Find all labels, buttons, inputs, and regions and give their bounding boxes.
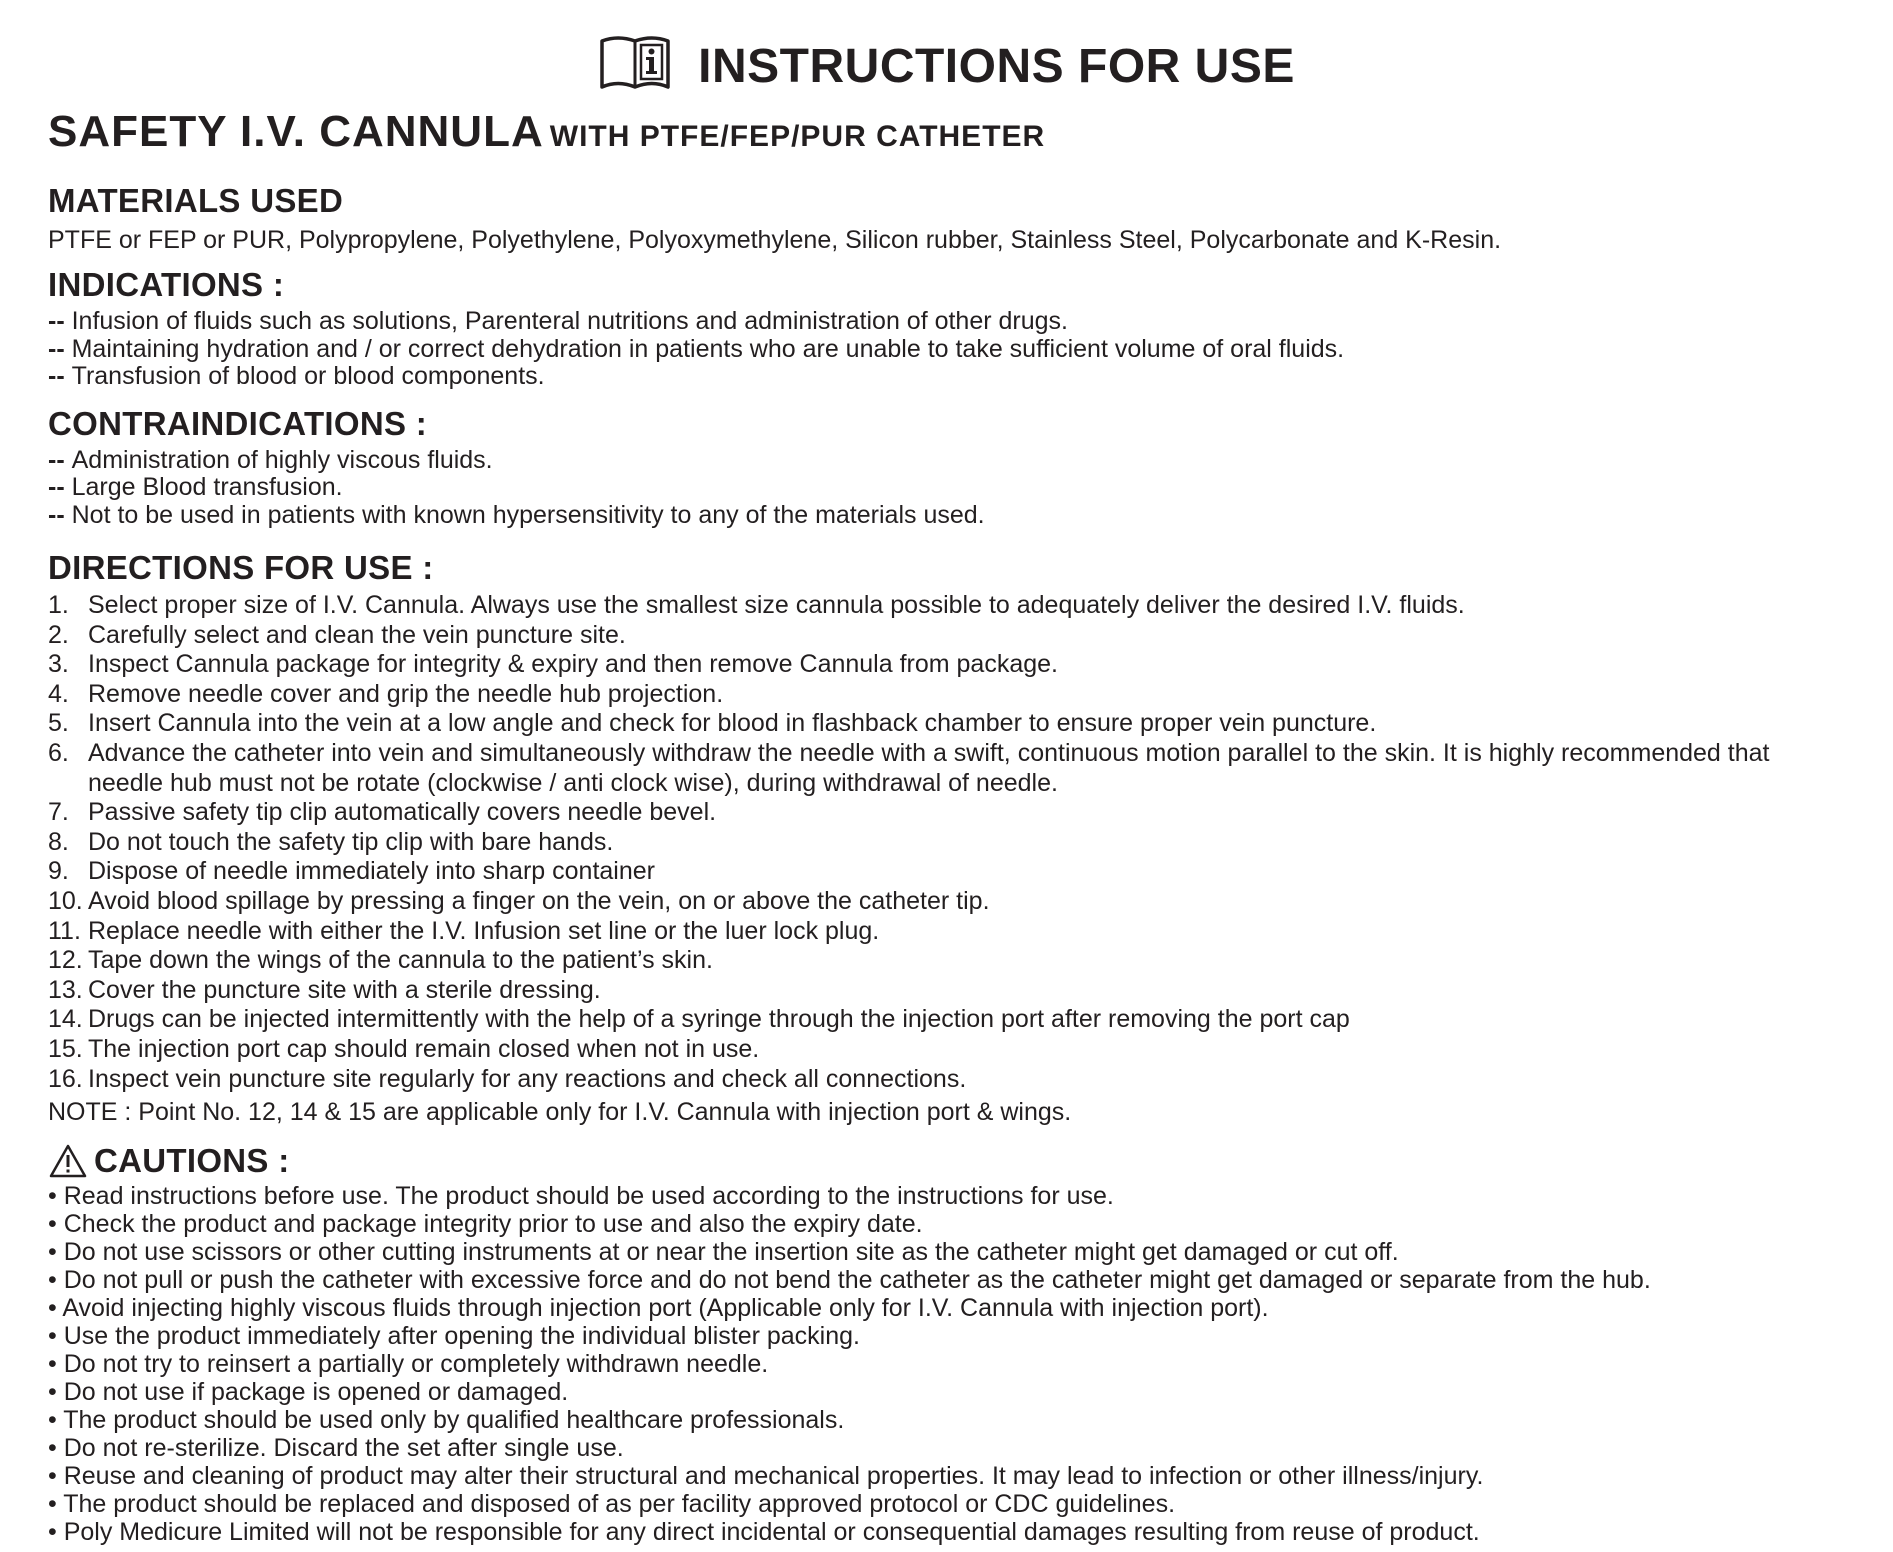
directions-note: NOTE : Point No. 12, 14 & 15 are applicable only for I.V. Cannula with injection port & wings. [48, 1098, 1072, 1127]
list-item: 7. Passive safety tip clip automatically covers needle bevel. [48, 798, 717, 827]
list-item: • Poly Medicure Limited will not be responsible for any direct incidental or consequential damages resulting from reuse of product. [48, 1518, 1480, 1547]
directions-list [48, 591, 1845, 1094]
list-item: 10. Avoid blood spillage by pressing a finger on the vein, on or above the catheter tip. [48, 886, 990, 915]
list-item: 1. Select proper size of I.V. Cannula. Always use the smallest size cannula possible to adequately deliver the desired I.V. fluids. [48, 591, 1465, 619]
product-name: SAFETY I.V. CANNULA [48, 107, 544, 156]
list-item: • Do not use scissors or other cutting instruments at or near the insertion site as the catheter might get damaged or cut off. [48, 1238, 1399, 1267]
list-item: 2. Carefully select and clean the vein puncture site. [48, 620, 626, 649]
list-item: • Do not use if package is opened or damaged. [48, 1378, 569, 1407]
list-item: 14. Drugs can be injected intermittently with the help of a syringe through the injection port after removing the port cap [48, 1005, 1350, 1034]
product-title [48, 108, 1845, 166]
materials-section [48, 182, 1845, 254]
list-item: • Avoid injecting highly viscous fluids through injection port (Applicable only for I.V. Cannula with injection port). [48, 1294, 1269, 1323]
list-item: • Do not re-sterilize. Discard the set after single use. [48, 1434, 624, 1463]
indications-list [48, 308, 1845, 391]
list-item: 16. Inspect vein puncture site regularly for any reactions and check all connections. [48, 1064, 967, 1093]
list-item: • Reuse and cleaning of product may alter their structural and mechanical properties. It may lead to infection or other illness/injury. [48, 1462, 1484, 1491]
cautions-header [48, 1142, 1845, 1180]
list-item: • Do not pull or push the catheter with excessive force and do not bend the catheter as the catheter might get damaged or separate from the hub. [48, 1266, 1651, 1295]
indications-heading: INDICATIONS : [48, 266, 285, 303]
contraindications-heading: CONTRAINDICATIONS : [48, 404, 428, 442]
cautions-list [48, 1182, 1845, 1546]
list-item: • The product should be used only by qualified healthcare professionals. [48, 1406, 845, 1435]
list-item: -- Administration of highly viscous fluids. [48, 445, 493, 474]
list-item: 6. Advance the catheter into vein and simultaneously withdraw the needle with a swift, continuous motion parallel to the skin. It is highly recommended that needle hub must not be rotate (clockwise / anti clock wise), during withdrawal of needle. [48, 738, 1770, 797]
document-header [48, 0, 1845, 100]
directions-heading: DIRECTIONS FOR USE : [48, 549, 434, 586]
list-item: 15. The injection port cap should remain closed when not in use. [48, 1034, 760, 1063]
document-title: INSTRUCTIONS FOR USE [698, 39, 1295, 93]
contraindications-section [48, 405, 1845, 530]
product-subtitle: WITH PTFE/FEP/PUR CATHETER [549, 120, 1046, 153]
contraindications-list [48, 447, 1845, 530]
warning-triangle-icon [48, 1143, 88, 1179]
list-item: 8. Do not touch the safety tip clip with bare hands. [48, 827, 614, 856]
instructions-book-info-icon [598, 33, 672, 93]
list-item: 4. Remove needle cover and grip the needle hub projection. [48, 679, 724, 708]
cautions-section [48, 1142, 1845, 1546]
list-item: -- Large Blood transfusion. [48, 473, 343, 501]
list-item: 3. Inspect Cannula package for integrity & expiry and then remove Cannula from package. [48, 650, 1058, 679]
directions-section [48, 549, 1845, 1126]
list-item: 9. Dispose of needle immediately into sharp container [48, 857, 655, 886]
list-item: -- Not to be used in patients with known hypersensitivity to any of the materials used. [48, 500, 985, 529]
list-item: 11. Replace needle with either the I.V. Infusion set line or the luer lock plug. [48, 916, 880, 945]
list-item: -- Infusion of fluids such as solutions, Parenteral nutritions and administration of other drugs. [48, 307, 1068, 335]
cautions-heading: CAUTIONS : [94, 1142, 290, 1180]
materials-heading: MATERIALS USED [48, 182, 344, 219]
list-item: • The product should be replaced and disposed of as per facility approved protocol or CDC guidelines. [48, 1490, 1176, 1519]
list-item: 12. Tape down the wings of the cannula to the patient’s skin. [48, 946, 713, 975]
list-item: • Check the product and package integrity prior to use and also the expiry date. [48, 1210, 923, 1239]
list-item: 13. Cover the puncture site with a sterile dressing. [48, 975, 601, 1004]
materials-text: PTFE or FEP or PUR, Polypropylene, Polyethylene, Polyoxymethylene, Silicon rubber, Stainless Steel, Polycarbonate and K-Resin. [48, 226, 1502, 254]
list-item: -- Transfusion of blood or blood components. [48, 362, 545, 390]
indications-section [48, 266, 1845, 391]
list-item: • Read instructions before use. The product should be used according to the instructions for use. [48, 1182, 1114, 1211]
list-item: 5. Insert Cannula into the vein at a low angle and check for blood in flashback chamber to ensure proper vein puncture. [48, 709, 1377, 738]
list-item: -- Maintaining hydration and / or correct dehydration in patients who are unable to take sufficient volume of oral fluids. [48, 334, 1345, 363]
list-item: • Use the product immediately after opening the individual blister packing. [48, 1322, 860, 1351]
list-item: • Do not try to reinsert a partially or completely withdrawn needle. [48, 1350, 769, 1379]
